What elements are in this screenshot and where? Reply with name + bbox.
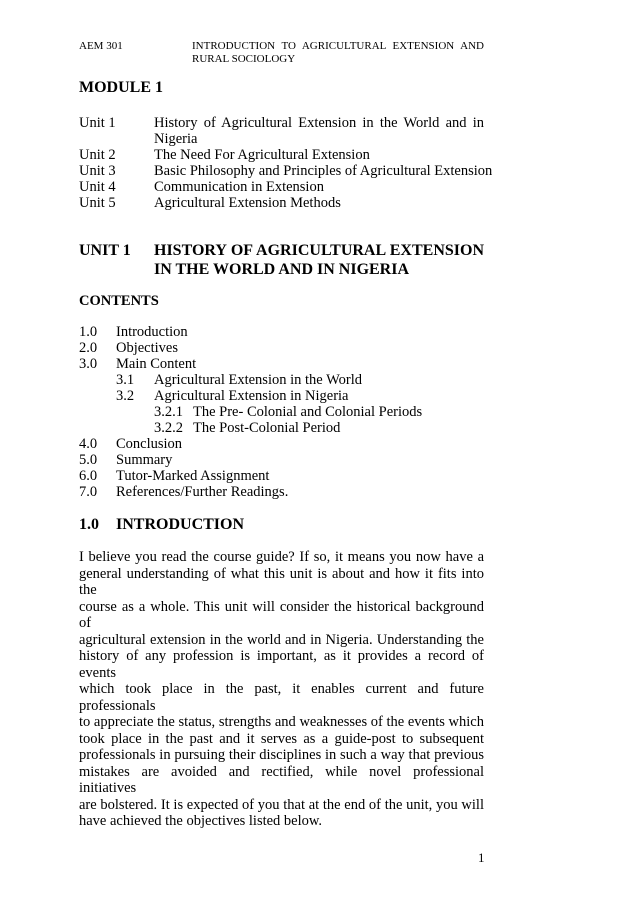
intro-line: agricultural extension in the world and in Nigeria. Understanding the [79, 631, 484, 648]
intro-line: took place in the past and it serves as a guide-post to subsequent [79, 730, 484, 747]
contents-num: 3.2.1 [154, 404, 183, 420]
unit-heading-label: UNIT 1 [79, 242, 131, 259]
contents-num: 2.0 [79, 340, 98, 356]
contents-num: 3.1 [116, 372, 135, 388]
unit-label: Unit 2 [79, 147, 116, 163]
contents-item: The Post-Colonial Period [193, 420, 341, 436]
contents-item: Agricultural Extension in the World [154, 372, 362, 388]
intro-line: are bolstered. It is expected of you that at the end of the unit, you will [79, 796, 484, 813]
contents-item: Objectives [116, 340, 179, 356]
page-number: 1 [478, 850, 485, 865]
contents-num: 3.2 [116, 388, 135, 404]
contents-num: 5.0 [79, 452, 98, 468]
course-code: AEM 301 [79, 40, 123, 52]
contents-num: 7.0 [79, 484, 98, 500]
contents-num: 6.0 [79, 468, 98, 484]
contents-num: 3.2.2 [154, 420, 183, 436]
intro-line: professionals in pursuing their disciplines in such a way that previous [79, 747, 484, 763]
intro-paragraph [79, 549, 484, 830]
contents-item: Introduction [116, 324, 188, 340]
contents-item: References/Further Readings. [116, 484, 289, 500]
unit-title: History of Agricultural Extension in the World and in [154, 115, 484, 131]
intro-line: mistakes are avoided and rectified, while novel professional initiatives [79, 763, 484, 796]
intro-line: have achieved the objectives listed below. [79, 813, 323, 829]
unit-label: Unit 5 [79, 195, 116, 211]
unit-label: Unit 4 [79, 179, 116, 195]
intro-heading: INTRODUCTION [116, 516, 245, 533]
intro-line: to appreciate the status, strengths and weaknesses of the events which [79, 714, 484, 730]
contents-item: Tutor-Marked Assignment [116, 468, 270, 484]
unit-title: Communication in Extension [154, 179, 324, 195]
intro-line: which took place in the past, it enables current and future professionals [79, 681, 484, 714]
contents-num: 4.0 [79, 436, 98, 452]
unit-title: Basic Philosophy and Principles of Agricultural Extension [154, 163, 493, 179]
unit-title: The Need For Agricultural Extension [154, 147, 370, 163]
course-title-line2: RURAL SOCIOLOGY [192, 53, 296, 65]
unit-label: Unit 3 [79, 163, 116, 179]
contents-item: Conclusion [116, 436, 183, 452]
module-title: MODULE 1 [79, 79, 163, 96]
intro-line: course as a whole. This unit will consider the historical background of [79, 598, 484, 631]
contents-heading: CONTENTS [79, 293, 159, 309]
contents-item: Agricultural Extension in Nigeria [154, 388, 349, 404]
contents-num: 1.0 [79, 324, 98, 340]
unit-title: Agricultural Extension Methods [154, 195, 341, 211]
contents-item: Summary [116, 452, 173, 468]
course-title-line1: INTRODUCTION TO AGRICULTURAL EXTENSION AND [192, 40, 484, 52]
intro-line: general understanding of what this unit is about and how it fits into the [79, 565, 484, 598]
intro-num: 1.0 [79, 516, 99, 533]
unit-title: Nigeria [154, 131, 198, 147]
unit-label: Unit 1 [79, 115, 116, 131]
contents-num: 3.0 [79, 356, 98, 372]
unit-heading-title-line2: IN THE WORLD AND IN NIGERIA [154, 261, 410, 278]
unit-heading-title-line1: HISTORY OF AGRICULTURAL EXTENSION [154, 242, 484, 259]
contents-item: The Pre- Colonial and Colonial Periods [193, 404, 423, 420]
contents-item: Main Content [116, 356, 197, 372]
intro-line: I believe you read the course guide? If so, it means you now have a [79, 549, 484, 565]
intro-line: history of any profession is important, as it provides a record of events [79, 648, 484, 681]
